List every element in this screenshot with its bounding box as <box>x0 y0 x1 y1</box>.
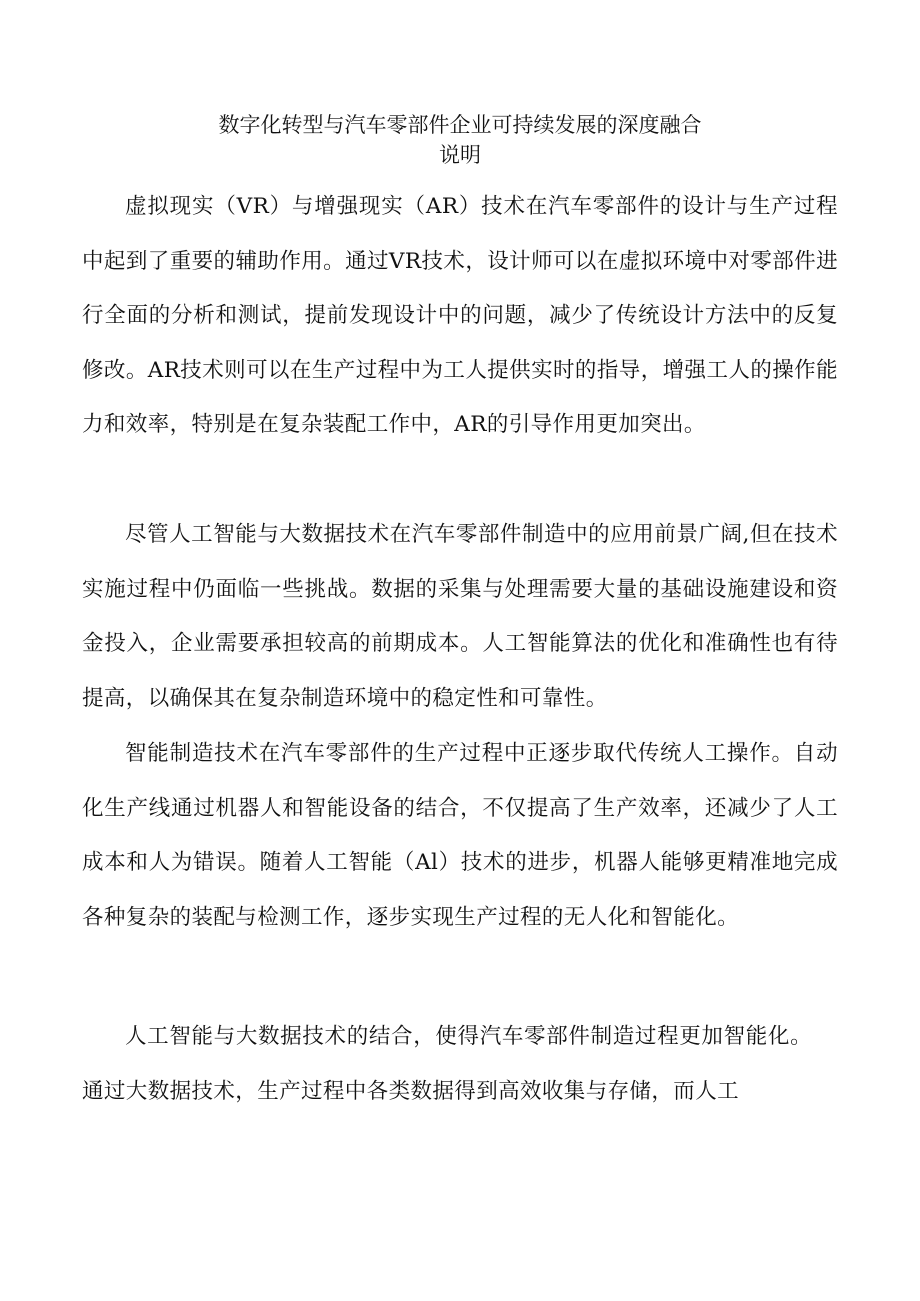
paragraph-ai-bigdata: 人工智能与大数据技术的结合，使得汽车零部件制造过程更加智能化。通过大数据技术，生产过程中各类数据得到高效收集与存储，而人工 <box>82 1024 812 1104</box>
paragraph-ai-challenges: 尽管人工智能与大数据技术在汽车零部件制造中的应用前景广阔,但在技术实施过程中仍面临一些挑战。数据的采集与处理需要大量的基础设施建设和资金投入，企业需要承担较高的前期成本。人工智能算法的优化和准确性也有待提高，以确保其在复杂制造环境中的稳定性和可靠性。 <box>82 522 838 711</box>
paragraph-smart-manufacturing: 智能制造技术在汽车零部件的生产过程中正逐步取代传统人工操作。自动化生产线通过机器人和智能设备的结合，不仅提高了生产效率，还减少了人工成本和人为错误。随着人工智能（Al）技术的进步，机器人能够更精准地完成各种复杂的装配与检测工作，逐步实现生产过程的无人化和智能化。 <box>82 741 838 930</box>
paragraph-vr-ar: 虚拟现实（VR）与增强现实（AR）技术在汽车零部件的设计与生产过程中起到了重要的辅助作用。通过VR技术，设计师可以在虚拟环境中对零部件进行全面的分析和测试，提前发现设计中的问题，减少了传统设计方法中的反复修改。AR技术则可以在生产过程中为工人提供实时的指导，增强工人的操作能力和效率，特别是在复杂装配工作中，AR的引导作用更加突出。 <box>82 194 838 437</box>
document-title: 数字化转型与汽车零部件企业可持续发展的深度融合 <box>218 113 702 137</box>
document-subtitle: 说明 <box>439 143 481 167</box>
